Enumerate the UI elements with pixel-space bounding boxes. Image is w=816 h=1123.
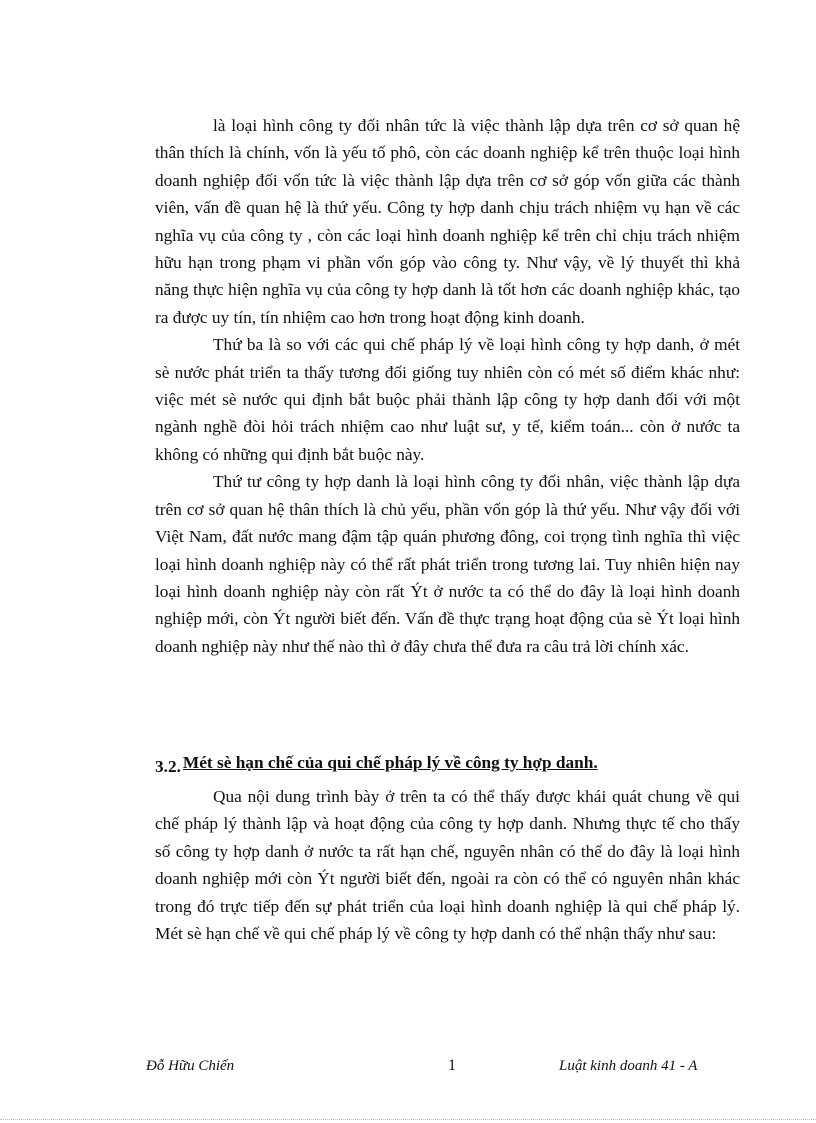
footer-page-number: 1	[448, 1057, 456, 1074]
body-text-bottom	[155, 783, 740, 947]
paragraph: là loại hình công ty đối nhân tức là việc thành lập dựa trên cơ sở quan hệ thân thích là chính, vốn là yếu tố phô, còn các doanh nghiệp kể trên thuộc loại hình doanh nghiệp đối vốn tức là việc thành lập dựa trên cơ sở góp vốn giữa các thành viên, vấn đề quan hệ là thứ yếu. Công ty hợp danh chịu trách nhiệm vụ hạn về các nghĩa vụ của công ty , còn các loại hình doanh nghiệp kể trên chỉ chịu trách nhiệm hữu hạn trong phạm vi phần vốn góp vào công ty. Như vậy, về lý thuyết thì khả năng thực hiện nghĩa vụ của công ty hợp danh là tốt hơn các doanh nghiệp khác, tạo ra được uy tín, tín nhiệm cao hơn trong hoạt động kinh doanh.	[155, 116, 740, 327]
body-text-top	[155, 112, 740, 660]
section-number: 3.2.	[155, 757, 181, 776]
paragraph: Thứ ba là so với các qui chế pháp lý về loại hình công ty hợp danh, ở mét sè nước phát triển ta thấy tương đối giống tuy nhiên còn có mét số điểm khác như: việc mét sè nước qui định bắt buộc phải thành lập công ty hợp danh đối với một ngành nghề đòi hỏi trách nhiệm cao như luật sư, y tế, kiểm toán... còn ở nước ta không có những qui định bắt buộc này.	[155, 335, 740, 464]
section-title: Mét sè hạn chế của qui chế pháp lý về công ty hợp danh.	[182, 753, 598, 772]
paragraph: Thứ tư công ty hợp danh là loại hình công ty đối nhân, việc thành lập dựa trên cơ sở quan hệ thân thích là chủ yếu, phần vốn góp là thứ yếu. Như vậy đối với Việt Nam, đất nước mang đậm tập quán phương đông, coi trọng tình nghĩa thì việc loại hình doanh nghiệp này có thể rất phát triển trong tương lai. Tuy nhiên hiện nay loại hình doanh nghiệp này còn rất Ýt ở nước ta có thể do đây là loại hình doanh nghiệp mới, còn Ýt người biết đến. Vấn đề thực trạng hoạt động của sè Ýt loại hình doanh nghiệp này như thế nào thì ở đây chưa thể đưa ra câu trả lời chính xác.	[155, 472, 740, 656]
section-heading	[155, 749, 755, 776]
paragraph: Qua nội dung trình bày ở trên ta có thể thấy được khái quát chung về qui chế pháp lý thành lập và hoạt động của công ty hợp danh. Nhưng thực tế cho thấy số công ty hợp danh ở nước ta rất hạn chế, nguyên nhân có thể do đây là loại hình doanh nghiệp mới còn Ýt người biết đến, ngoài ra còn có thể có nguyên nhân khác trong đó trực tiếp đến sự phát triển của loại hình doanh nghiệp là qui chế pháp lý. Mét sè hạn chế về qui chế pháp lý về công ty hợp danh có thể nhận thấy như sau:	[155, 787, 740, 944]
footer-course: Luật kinh doanh 41 - A	[559, 1058, 698, 1074]
page-bottom-divider	[0, 1119, 816, 1120]
footer-author: Đỗ Hữu Chiến	[146, 1058, 235, 1074]
